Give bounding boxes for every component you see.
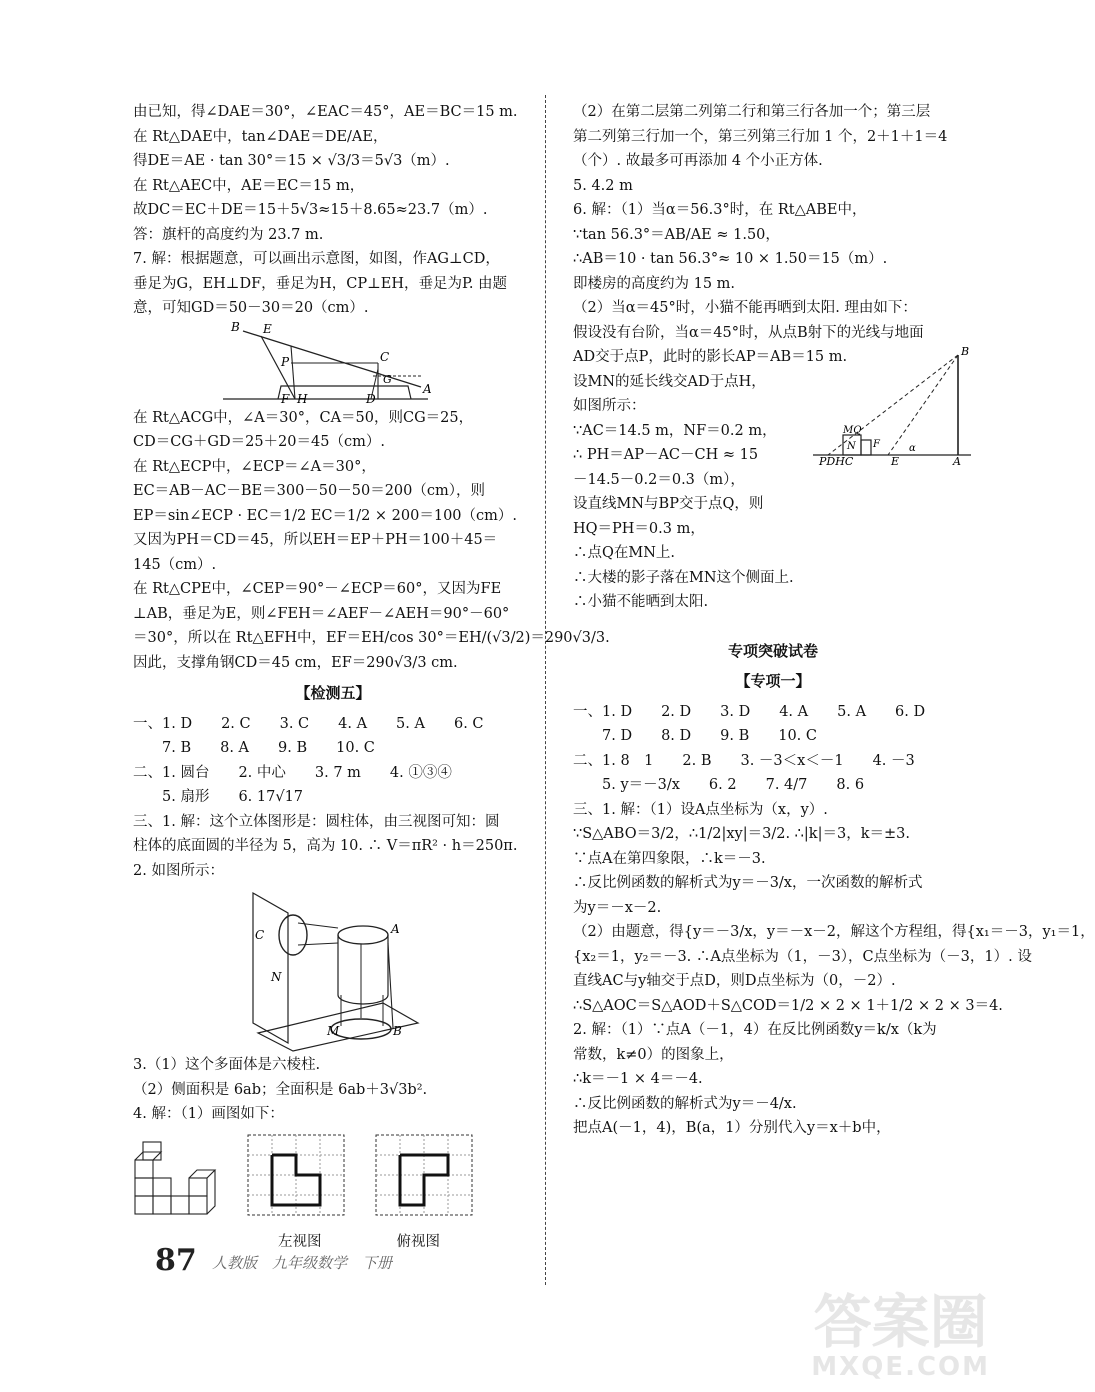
left-a-line: 故DC＝EC＋DE＝15＋5√3≈15＋8.65≈23.7（m）. [133,202,488,218]
left-a-line: 得DE＝AE · tan 30°＝15 × √3/3＝5√3（m）. [133,153,450,169]
left-text-block-b [133,406,610,676]
left-b-line: 145（cm）. [133,556,217,573]
right-a-line: （2）在第二层第二列第二行和第三行各加一个；第三层 [573,104,931,120]
right-a-line: 第二列第三行加一个，第三列第三行加 1 个，2＋1＋1＝4 [573,128,948,145]
cylinder-projection-diagram [243,883,433,1053]
left-a-line: 答：旗杆的高度约为 23.7 m. [133,226,324,243]
left-d-line: （2）侧面积是 6ab；全面积是 6ab＋3√3b². [133,1081,428,1098]
right-d-line: {x₂＝1，y₂＝－3. ∴A点坐标为（1，－3），C点坐标为（－3，1）. 设 [573,948,1032,965]
right-c-line: ∴点Q在MN上. [573,545,676,561]
left-a-line: 由已知，得∠DAE＝30°，∠EAC＝45°，AE＝BC＝15 m. [133,104,518,120]
right-d-line: 一、1. D 2. D 3. D 4. A 5. A 6. D [573,703,926,720]
cube-stack-diagram [133,1136,218,1226]
top-view-grid [374,1133,474,1218]
svg-text:C: C [380,349,390,364]
right-d-line: 5. y＝－3/x 6. 2 7. 4/7 8. 6 [573,777,865,793]
left-a-line: 意，可知GD＝50－30＝20（cm）. [133,300,369,316]
left-a-line: 7. 解：根据题意，可以画出示意图，如图，作AG⊥CD， [133,251,500,267]
svg-text:B: B [961,344,970,358]
right-a-line: ∴AB＝10 · tan 56.3°≈ 10 × 1.50＝15（m）. [573,251,888,267]
left-c-line: 7. B 8. A 9. B 10. C [133,740,375,756]
left-text-block-c [133,712,533,884]
book-info: 人教版 九年级数学 下册 [212,1254,393,1272]
right-a-line: AD交于点P，此时的影长AP＝AB＝15 m. [573,349,848,365]
svg-text:A: A [423,381,432,396]
left-c-line: 柱体的底面圆的半径为 5，高为 10. ∴ V＝πR² · h＝250π. [133,838,518,854]
left-b-line: 在 Rt△ACG中，∠A＝30°，CA＝50，则CG＝25， [133,409,474,426]
right-a-line: （个）. 故最多可再添加 4 个小正方体. [573,153,823,169]
left-b-line: EP＝sin∠ECP · EC＝1/2 EC＝1/2 × 200＝100（cm）. [133,507,518,524]
special-test-subtitle: 【专项一】 [735,672,811,690]
right-d-line: 把点A(－1，4)，B(a，1）分别代入y＝x＋b中， [573,1120,891,1136]
left-view-caption: 左视图 [278,1234,322,1250]
left-b-line: 在 Rt△ECP中，∠ECP＝∠A＝30°， [133,458,376,475]
right-a-line: （2）当α＝45°时，小猫不能再晒到太阳. 理由如下： [573,300,917,316]
right-d-line: 2. 解：（1）∵点A（－1，4）在反比例函数y＝k/x（k为 [573,1022,937,1038]
support-bracket-diagram [223,321,433,406]
right-d-line: （2）由题意，得{y＝－3/x，y＝－x－2，解这个方程组，得{x₁＝－3，y₁＝1， [573,924,1095,940]
right-d-line: ∵点A在第四象限，∴k＝－3. [573,850,766,867]
left-b-line: 又因为PH＝CD＝45，所以EH＝EP＋PH＝100＋45＝ [133,532,498,548]
left-b-line: CD＝CG＋GD＝25＋20＝45（cm）. [133,434,385,450]
right-b-line: 设MN的延长线交AD于点H， [573,373,766,390]
left-b-line: EC＝AB－AC－BE＝300－50－50＝200（cm），则 [133,483,485,499]
svg-text:C: C [255,928,265,942]
watermark [811,1288,990,1382]
right-column [573,100,1095,1141]
right-text-block-c [573,492,973,615]
left-a-line: 垂足为G，EH⊥DF，垂足为H，CP⊥EH，垂足为P. 由题 [133,275,508,292]
right-a-line: 6. 解：（1）当α＝56.3°时，在 Rt△ABE中， [573,202,867,218]
right-d-line: 三、1. 解：（1）设A点坐标为（x，y）. [573,801,828,818]
left-a-line: 在 Rt△DAE中，tan∠DAE＝DE/AE， [133,128,388,145]
right-text-block-a [573,100,973,370]
right-d-line: 常数，k≠0）的图象上， [573,1046,734,1063]
svg-text:H: H [297,391,308,406]
svg-text:B: B [231,319,240,334]
right-b-line: ∴ PH＝AP－AC－CH ≈ 15 [573,447,759,463]
right-d-line: 二、1. 8 1 2. B 3. －3＜x＜－1 4. －3 [573,752,915,769]
special-test-title: 专项突破试卷 [727,641,818,660]
right-d-line: ∴反比例函数的解析式为y＝－3/x，一次函数的解析式 [573,875,923,891]
right-d-line: 7. D 8. D 9. B 10. C [573,728,817,744]
left-c-line: 5. 扇形 6. 17√17 [133,789,304,805]
svg-text:PDHC: PDHC [819,454,854,468]
top-view-caption: 俯视图 [396,1234,440,1250]
right-d-line: ∴S△AOC＝S△AOD＋S△COD＝1/2 × 2 × 1＋1/2 × 2 × 3＝4. [573,997,1003,1014]
svg-text:N: N [271,970,282,984]
svg-text:F: F [281,391,290,406]
svg-text:M: M [327,1024,340,1038]
right-c-line: HQ＝PH＝0.3 m， [573,520,705,537]
left-b-line: 在 Rt△CPE中，∠CEP＝90°－∠ECP＝60°，又因为FE [133,581,502,597]
right-a-line: 假设没有台阶，当α＝45°时，从点B射下的光线与地面 [573,324,924,341]
svg-text:G: G [383,372,392,386]
left-b-line: ⊥AB，垂足为E，则∠FEH＝∠AEF－∠AEH＝90°－60° [133,605,510,622]
left-b-line: ＝30°，所以在 Rt△EFH中，EF＝EH/cos 30°＝EH/(√3/2)＝290√3/3. [133,630,610,646]
watermark-main: 答案圈 [813,1288,988,1356]
right-b-line: －14.5－0.2＝0.3（m）， [573,471,745,488]
right-a-line: 5. 4.2 m [573,177,633,194]
svg-text:B: B [393,1024,402,1038]
left-c-line: 2. 如图所示： [133,862,224,879]
svg-text:A: A [391,922,400,936]
right-a-line: 即楼房的高度约为 15 m. [573,275,736,292]
svg-text:E: E [263,321,272,336]
left-text-block-d [133,1053,533,1127]
section-title-test5: 【检测五】 [295,684,371,702]
right-d-line: 为y＝－x－2. [573,899,662,916]
left-a-line: 在 Rt△AEC中，AE＝EC＝15 m， [133,177,365,194]
right-d-line: 直线AC与y轴交于点D，则D点坐标为（0，－2）. [573,973,896,989]
right-b-line: 如图所示： [573,398,646,414]
building-shadow-diagram [813,344,973,468]
left-c-line: 三、1. 解：这个立体图形是：圆柱体，由三视图可知：圆 [133,813,500,830]
left-c-line: 一、1. D 2. C 3. C 4. A 5. A 6. C [133,715,484,732]
right-c-line: ∴小猫不能晒到太阳. [573,594,709,610]
right-d-line: ∵S△ABO＝3/2，∴1/2|xy|＝3/2. ∴|k|＝3，k＝±3. [573,826,910,842]
svg-text:E: E [891,454,900,468]
right-text-block-d [573,700,1095,1141]
svg-text:D: D [366,391,376,406]
right-c-line: 设直线MN与BP交于点Q，则 [573,496,764,512]
page-number: 87 [155,1243,197,1278]
svg-text:α: α [909,442,916,454]
right-d-line: ∴反比例函数的解析式为y＝－4/x. [573,1095,797,1112]
left-c-line: 二、1. 圆台 2. 中心 3. 7 m 4. ①③④ [133,764,452,781]
svg-text:F: F [873,438,880,450]
svg-text:MQ: MQ [843,424,862,436]
right-d-line: ∴k＝－1 × 4＝－4. [573,1071,703,1087]
column-divider [545,95,546,1285]
left-d-line: 4. 解：（1）画图如下： [133,1106,284,1122]
svg-text:A: A [953,454,961,468]
right-a-line: ∵tan 56.3°＝AB/AE ≈ 1.50， [573,226,780,243]
left-b-line: 因此，支撑角钢CD＝45 cm，EF＝290√3/3 cm. [133,654,458,671]
left-d-line: 3.（1）这个多面体是六棱柱. [133,1057,321,1073]
watermark-url: MXQE.COM [811,1352,990,1382]
right-b-line: ∵AC＝14.5 m，NF＝0.2 m， [573,422,777,439]
right-c-line: ∴大楼的影子落在MN这个侧面上. [573,569,794,586]
svg-text:N: N [847,440,856,452]
svg-text:P: P [281,354,290,369]
left-text-block-a [133,100,533,321]
left-view-grid [246,1133,346,1218]
